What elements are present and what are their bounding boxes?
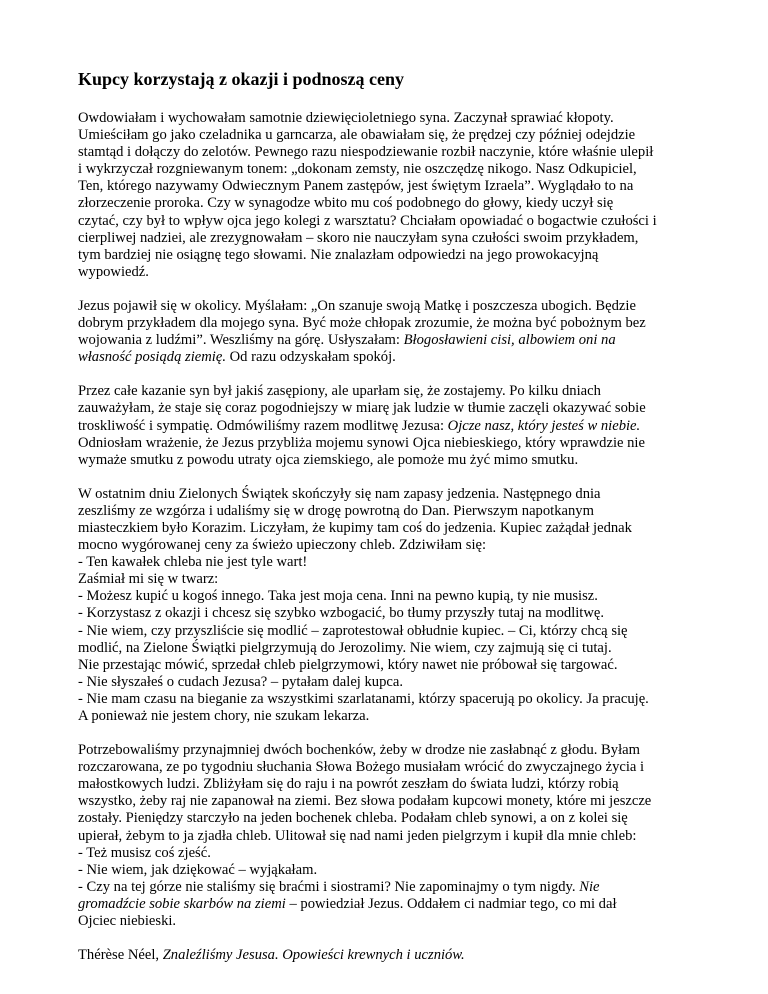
prayer-quote: Ojcze nasz, który jesteś w niebie.: [447, 417, 641, 434]
text-line: Zaśmiał mi się w twarz:: [78, 571, 219, 588]
text-line: zeszliśmy ze wzgórza i udaliśmy się w drogę powrotną do Dan. Pierwszym napotkanym: [78, 502, 594, 519]
text-line: dobrym przykładem dla mojego syna. Być może chłopak zrozumie, że można być pobożnym bez: [78, 315, 646, 332]
text-line: zauważyłam, że staje się coraz pogodniejszy w miarę jak ludzie w tłumie zaczęli okazywać sobie: [78, 400, 646, 417]
source-attribution: [78, 947, 708, 964]
paragraph-3: [78, 383, 708, 468]
text-line: Przez całe kazanie syn był jakiś zasępiony, ale uparłam się, że zostajemy. Po kilku dniach: [78, 383, 601, 400]
text-line: czytać, czy był to wpływ ojca jego kolegi z warsztatu? Chciałam opowiadać o bogactwie czułości i: [78, 212, 657, 229]
text-line: A ponieważ nie jestem chory, nie szukam lekarza.: [78, 708, 370, 724]
text-line: wymaże smutku z powodu utraty ojca ziemskiego, ale pomoże mu żyć mimo smutku.: [78, 451, 579, 468]
text-line: rozczarowana, ze po tygodniu słuchania Słowa Bożego musiałam wrócić do zwyczajnego życia i: [78, 759, 645, 776]
page-title: Kupcy korzystają z okazji i podnoszą ceny: [78, 69, 404, 89]
paragraph-4: [78, 486, 708, 725]
text-line: modlić, na Zielone Świątki pielgrzymują do Jerozolimy. Nie wiem, czy zajmują się ci tutaj.: [78, 639, 612, 656]
text-line: cierpliwej nadziei, ale zrezygnowałam – skoro nie nauczyłam syna czułości swoim przykładem,: [78, 229, 639, 246]
text-line: stamtąd i dołączy do zelotów. Pewnego razu niespodziewanie rozbił naczynie, które właśnie ulepił: [78, 144, 654, 161]
paragraph-1: [78, 110, 708, 281]
text-line: mocno wygórowanej ceny za świeżo upieczony chleb. Zdziwiłam się:: [78, 537, 487, 554]
scripture-quote: gromadźcie sobie skarbów na ziemi: [78, 895, 286, 912]
dialogue-line: - Korzystasz z okazji i chcesz się szybko wzbogacić, bo tłumy przyszły tutaj na modlitwę.: [78, 605, 605, 622]
paragraph-5: [78, 742, 708, 930]
dialogue-line: - Czy na tej górze nie staliśmy się braćmi i siostrami? Nie zapominajmy o tym nigdy. Nie: [78, 878, 600, 895]
text-line: Odniosłam wrażenie, że Jezus przybliża mojemu synowi Ojca niebieskiego, który wprawdzie nie: [78, 434, 645, 451]
dialogue-line: - Ten kawałek chleba nie jest tyle wart!: [78, 554, 308, 571]
text-line: Jezus pojawił się w okolicy. Myślałam: „On szanuje swoją Matkę i poszczesza ubogich. Będzie: [78, 297, 636, 314]
text-line: tym bardziej nie osiągnę tego słowami. Nie znalazłam odpowiedzi na jego prowokacyjną: [78, 246, 599, 263]
paragraph-2: [78, 298, 708, 366]
text-line: złorzeczenie proroka. Czy w synagodze wbito mu coś podobnego do głowy, kiedy uczył się: [78, 195, 614, 212]
dialogue-line: - Nie wiem, czy przyszliście się modlić – zaprotestował obłudnie kupiec. – Ci, którzy chcą się: [78, 622, 628, 639]
text-line: [78, 947, 708, 964]
text-line: wojowania z ludźmi”. Weszliśmy na górę. Usłyszałam: Błogosławieni cisi, albowiem oni na: [78, 332, 616, 349]
text-line: Potrzebowaliśmy przynajmniej dwóch bochenków, żeby w drodze nie zasłabnąć z głodu. Byłam: [78, 742, 640, 759]
text-line: wszystko, żeby raj nie zapanował na ziemi. Bez słowa podałam kupcowi monety, które mi jeszcze: [78, 793, 652, 810]
dialogue-line: - Nie wiem, jak dziękować – wyjąkałam.: [78, 861, 318, 878]
dialogue-line: - Też musisz coś zjeść.: [78, 844, 211, 861]
text-line: zostały. Pieniędzy starczyło na jeden bochenek chleba. Podałam chleb synowi, a on z kolei się: [78, 810, 628, 827]
book-title: Znaleźliśmy Jesusa. Opowieści krewnych i uczniów.: [162, 947, 465, 964]
text-line: Ojciec niebieski.: [78, 913, 177, 930]
dialogue-line: - Nie mam czasu na bieganie za wszystkimi szarlatanami, którzy spacerują po okolicy. Ja pracuję.: [78, 690, 649, 707]
text-line: miasteczkiem było Korazim. Liczyłam, że kupimy tam coś do jedzenia. Kupiec zażądał jednak: [78, 519, 632, 536]
text-line: upierał, żebym to ja zjadła chleb. Ulitował się nad nami jeden pielgrzym i kupił dla mnie chleb:: [78, 827, 637, 844]
text-line: Ten, którego nazywamy Odwiecznym Panem zastępów, jest świętym Izraela”. Wyglądało to na: [78, 178, 634, 195]
text-line: małostkowych ludzi. Zbliżyłam się do raju i na powrót zeszłam do świata ludzi, którzy robią: [78, 776, 619, 793]
text-line: i wykrzyczał rozgniewanym tonem: „dokonam zemsty, nie oszczędzę nikogo. Nasz Odkupiciel,: [78, 161, 637, 178]
dialogue-line: - Nie słyszałeś o cudach Jezusa? – pytałam dalej kupca.: [78, 673, 403, 690]
text-line: W ostatnim dniu Zielonych Świątek skończyły się nam zapasy jedzenia. Następnego dnia: [78, 485, 601, 502]
scripture-quote: Nie: [579, 878, 600, 895]
text-line: wypowiedź.: [78, 263, 149, 280]
scripture-quote: własność posiądą ziemię.: [78, 349, 226, 366]
dialogue-line: - Możesz kupić u kogoś innego. Taka jest moja cena. Inni na pewno kupią, ty nie musisz.: [78, 588, 598, 605]
text-line: Owdowiałam i wychowałam samotnie dziewięcioletniego syna. Zaczynał sprawiać kłopoty.: [78, 110, 614, 126]
text-line: gromadźcie sobie skarbów na ziemi – powiedział Jezus. Oddałem ci nadmiar tego, co mi dał: [78, 895, 617, 912]
author-name: Thérèse Néel,: [78, 947, 163, 964]
text-line: Nie przestając mówić, sprzedał chleb pielgrzymowi, który nawet nie próbował się targować.: [78, 656, 618, 673]
text-line: własność posiądą ziemię. Od razu odzyskałam spokój.: [78, 349, 396, 366]
text-line: troskliwość i sympatię. Odmówiliśmy razem modlitwę Jezusa: Ojcze nasz, który jesteś w niebie.: [78, 417, 641, 434]
scripture-quote: Błogosławieni cisi, albowiem oni na: [403, 332, 616, 349]
text-line: Umieściłam go jako czeladnika u garncarza, ale obawiałam się, że prędzej czy później odejdzie: [78, 127, 636, 144]
